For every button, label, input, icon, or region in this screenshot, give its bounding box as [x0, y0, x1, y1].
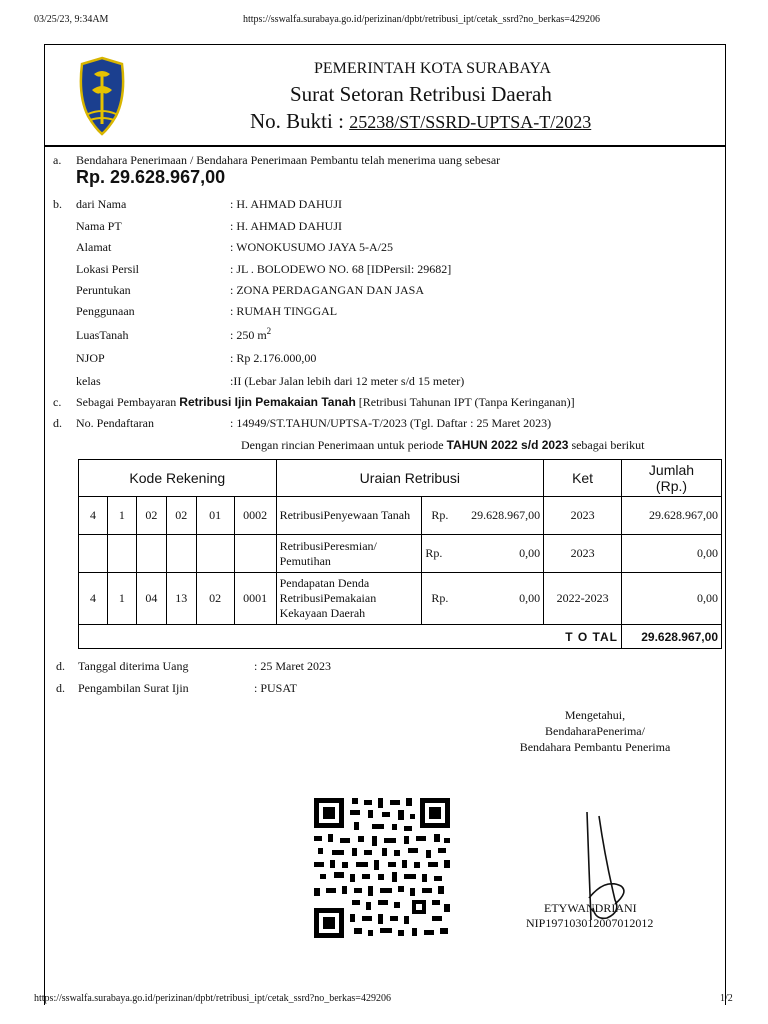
value-kelas: :II (Lebar Jalan lebih dari 12 meter s/d 15 meter) — [230, 374, 465, 388]
kode-cell: 02 — [196, 573, 234, 625]
print-datetime: 03/25/23, 9:34AM — [34, 14, 109, 25]
value-njop: : Rp 2.176.000,00 — [230, 351, 317, 365]
value-lokasi-persil: : JL . BOLODEWO NO. 68 [IDPersil: 29682] — [230, 262, 452, 276]
label-luas-tanah: LuasTanah — [76, 328, 129, 342]
header-kode-rekening: Kode Rekening — [79, 460, 277, 497]
ket-cell: 2022-2023 — [544, 573, 622, 625]
value-tanggal-diterima: : 25 Maret 2023 — [254, 659, 331, 673]
page-number: 1/2 — [720, 993, 733, 1004]
value-luas-tanah — [230, 326, 271, 343]
header-uraian: Uraian Retribusi — [276, 460, 544, 497]
value-nama-pt: : H. AHMAD DAHUJI — [230, 219, 343, 233]
signer-nip: NIP197103012007012012 — [526, 916, 654, 930]
payment-prefix: Sebagai Pembayaran — [76, 395, 177, 409]
kode-cell: 4 — [79, 497, 108, 535]
value-penggunaan: : RUMAH TINGGAL — [230, 304, 338, 318]
retribusi-table — [78, 459, 722, 649]
footer-url: https://sswalfa.surabaya.go.id/perizinan/dpbt/retribusi_ipt/cetak_ssrd?no_berkas=429206 — [34, 993, 391, 1004]
table-row — [79, 535, 722, 573]
bukti-number: 25238/ST/SSRD-UPTSA-T/2023 — [349, 112, 592, 132]
period-range: TAHUN 2022 s/d 2023 — [446, 438, 569, 452]
kode-cell — [196, 535, 234, 573]
value-alamat: : WONOKUSUMO JAYA 5-A/25 — [230, 240, 394, 254]
label-peruntukan: Peruntukan — [76, 283, 131, 297]
nilai-cell — [422, 497, 544, 535]
header-jumlah: Jumlah (Rp.) — [621, 460, 721, 497]
value-pengambilan: : PUSAT — [254, 681, 298, 695]
header-ket: Ket — [544, 460, 622, 497]
label-kelas: kelas — [76, 374, 101, 388]
header-divider — [44, 145, 725, 147]
nilai-value: 0,00 — [519, 546, 541, 560]
label-pengambilan: Pengambilan Surat Ijin — [78, 681, 189, 695]
payment-detail: [Retribusi Tahunan IPT (Tanpa Keringanan)] — [358, 395, 575, 409]
table-header-row — [79, 460, 722, 497]
kode-cell: 4 — [79, 573, 108, 625]
print-url: https://sswalfa.surabaya.go.id/perizinan/dpbt/retribusi_ipt/cetak_ssrd?no_berkas=429206 — [243, 14, 600, 25]
bukti-line — [250, 109, 591, 134]
label-nama-pt: Nama PT — [76, 219, 122, 233]
kode-cell: 0002 — [234, 497, 276, 535]
sign-line-1: Mengetahui, — [564, 708, 626, 722]
sign-line-3: Bendahara Pembantu Penerima — [519, 740, 671, 754]
surabaya-crest-icon — [76, 56, 128, 136]
rp-label: Rp. — [431, 508, 449, 522]
jumlah-cell: 0,00 — [621, 573, 721, 625]
marker-b: b. — [53, 197, 62, 211]
qr-code-icon — [312, 796, 452, 940]
signer-name: ETYWANDRIANI — [544, 901, 637, 915]
label-no-pendaftaran: No. Pendaftaran — [76, 416, 154, 430]
label-tanggal-diterima: Tanggal diterima Uang — [78, 659, 189, 673]
jumlah-cell: 0,00 — [621, 535, 721, 573]
luas-tanah-value: : 250 m — [230, 328, 267, 342]
kode-cell: 0001 — [234, 573, 276, 625]
kode-cell: 02 — [136, 497, 166, 535]
period-suffix: sebagai berikut — [571, 438, 645, 452]
kode-cell — [166, 535, 196, 573]
section-a-text: Bendahara Penerimaan / Bendahara Penerimaan Pembantu telah menerima uang sebesar — [76, 153, 501, 167]
nilai-value: 0,00 — [519, 591, 541, 605]
kode-cell — [136, 535, 166, 573]
kode-cell: 04 — [136, 573, 166, 625]
label-dari-nama: dari Nama — [76, 197, 127, 211]
uraian-cell: RetribusiPeresmian/ Pemutihan — [276, 535, 422, 573]
ket-cell: 2023 — [544, 497, 622, 535]
marker-pengambilan: d. — [56, 681, 65, 695]
uraian-cell: RetribusiPenyewaan Tanah — [276, 497, 422, 535]
label-alamat: Alamat — [76, 240, 112, 254]
label-penggunaan: Penggunaan — [76, 304, 135, 318]
value-peruntukan: : ZONA PERDAGANGAN DAN JASA — [230, 283, 425, 297]
nilai-value: 29.628.967,00 — [471, 508, 541, 522]
signature-caption — [514, 707, 676, 755]
ket-cell: 2023 — [544, 535, 622, 573]
kode-cell: 1 — [107, 573, 136, 625]
kode-cell: 1 — [107, 497, 136, 535]
marker-d: d. — [53, 416, 62, 430]
uraian-cell: Pendapatan Denda RetribusiPemakaian Kekayaan Daerah — [276, 573, 422, 625]
nilai-cell — [422, 535, 544, 573]
kode-cell — [234, 535, 276, 573]
marker-tanggal: d. — [56, 659, 65, 673]
marker-c: c. — [53, 395, 62, 409]
received-amount: Rp. 29.628.967,00 — [76, 167, 226, 187]
period-line — [241, 438, 644, 453]
label-njop: NJOP — [76, 351, 105, 365]
bukti-prefix: No. Bukti : — [250, 109, 344, 133]
kode-cell: 01 — [196, 497, 234, 535]
kode-cell — [79, 535, 108, 573]
total-row — [79, 625, 722, 649]
table-row — [79, 497, 722, 535]
document-title: Surat Setoran Retribusi Daerah — [290, 82, 552, 106]
marker-a: a. — [53, 153, 62, 167]
value-no-pendaftaran: : 14949/ST.TAHUN/UPTSA-T/2023 (Tgl. Daftar : 25 Maret 2023) — [230, 416, 552, 430]
jumlah-cell: 29.628.967,00 — [621, 497, 721, 535]
luas-unit-exponent: 2 — [266, 326, 272, 336]
total-label: T O TAL — [79, 625, 622, 649]
sign-line-2: BendaharaPenerima/ — [545, 724, 645, 738]
kode-cell — [107, 535, 136, 573]
kode-cell: 02 — [166, 497, 196, 535]
section-c-text — [76, 395, 575, 410]
period-prefix: Dengan rincian Penerimaan untuk periode — [241, 438, 444, 452]
table-row — [79, 573, 722, 625]
payment-type: Retribusi Ijin Pemakaian Tanah — [179, 395, 356, 409]
government-name: PEMERINTAH KOTA SURABAYA — [314, 60, 551, 77]
total-value: 29.628.967,00 — [621, 625, 721, 649]
rp-label: Rp. — [425, 546, 443, 560]
kode-cell: 13 — [166, 573, 196, 625]
nilai-cell — [422, 573, 544, 625]
rp-label: Rp. — [431, 591, 449, 605]
label-lokasi-persil: Lokasi Persil — [76, 262, 139, 276]
value-dari-nama: : H. AHMAD DAHUJI — [230, 197, 343, 211]
